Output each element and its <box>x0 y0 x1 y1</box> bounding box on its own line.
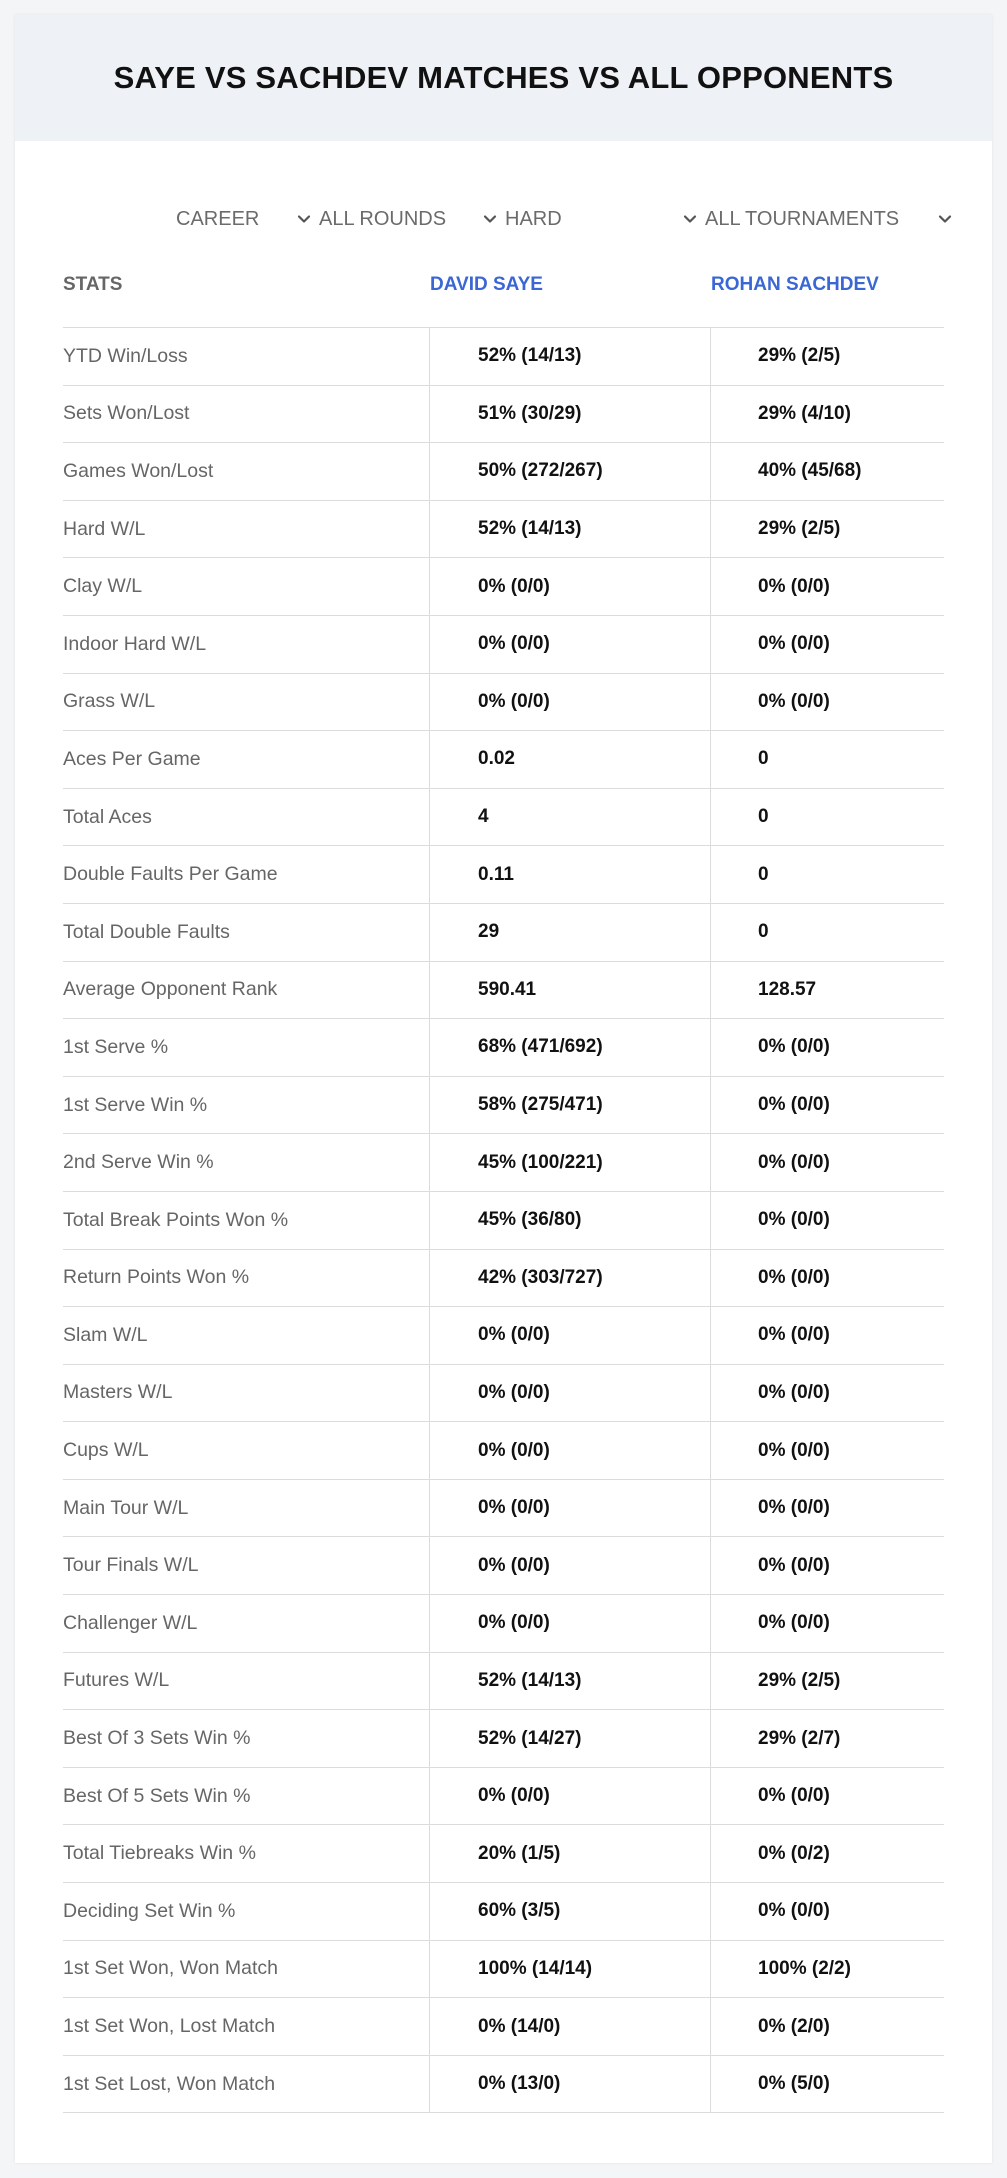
player1-name-link[interactable]: DAVID SAYE <box>430 274 543 295</box>
player1-stat-value: 20% (1/5) <box>478 1842 561 1864</box>
player1-stat-value: 590.41 <box>478 978 537 1000</box>
player1-stat-value: 52% (14/13) <box>478 345 582 367</box>
card-header <box>15 15 992 141</box>
player1-stat-value: 52% (14/27) <box>478 1727 582 1749</box>
column-divider <box>710 616 711 673</box>
stat-label: Masters W/L <box>63 1381 173 1404</box>
player2-stat-value: 0% (0/0) <box>758 1785 830 1807</box>
column-divider <box>710 1192 711 1249</box>
column-divider <box>710 1825 711 1882</box>
column-divider <box>429 962 430 1019</box>
player1-stat-value: 42% (303/727) <box>478 1266 603 1288</box>
column-divider <box>429 731 430 788</box>
stat-label: Aces Per Game <box>63 747 201 770</box>
stats-card <box>15 15 992 2163</box>
column-divider <box>429 2056 430 2113</box>
filter-bar <box>15 187 992 251</box>
column-divider <box>429 1480 430 1537</box>
player1-stat-value: 0.02 <box>478 748 515 770</box>
surface-filter-select[interactable] <box>505 187 698 251</box>
table-row <box>63 1998 944 2056</box>
table-row <box>63 1422 944 1480</box>
table-row <box>63 1653 944 1711</box>
stat-label: 1st Set Won, Won Match <box>63 1957 278 1980</box>
player1-stat-value: 45% (36/80) <box>478 1209 582 1231</box>
table-row <box>63 1883 944 1941</box>
player1-stat-value: 45% (100/221) <box>478 1151 603 1173</box>
player2-stat-value: 0% (0/2) <box>758 1842 830 1864</box>
table-row <box>63 1077 944 1135</box>
column-divider <box>429 1250 430 1307</box>
table-row <box>63 2056 944 2114</box>
column-divider <box>710 2056 711 2113</box>
player1-stat-value: 0% (0/0) <box>478 1785 550 1807</box>
table-row <box>63 1134 944 1192</box>
player2-stat-value: 29% (2/5) <box>758 1669 841 1691</box>
column-divider <box>710 1134 711 1191</box>
stat-label: Double Faults Per Game <box>63 863 278 886</box>
table-row <box>63 962 944 1020</box>
column-divider <box>710 731 711 788</box>
player2-stat-value: 0% (5/0) <box>758 2073 830 2095</box>
player1-stat-value: 51% (30/29) <box>478 402 582 424</box>
table-row <box>63 846 944 904</box>
column-divider <box>429 1422 430 1479</box>
player1-stat-value: 0% (0/0) <box>478 1324 550 1346</box>
column-divider <box>710 1941 711 1998</box>
player2-stat-value: 0% (0/0) <box>758 1612 830 1634</box>
column-divider <box>429 1192 430 1249</box>
player2-stat-value: 29% (4/10) <box>758 402 851 424</box>
column-divider <box>429 1134 430 1191</box>
stat-label: 1st Set Won, Lost Match <box>63 2015 276 2038</box>
stat-label: Futures W/L <box>63 1669 170 1692</box>
player2-stat-value: 0% (0/0) <box>758 1151 830 1173</box>
player2-stat-value: 128.57 <box>758 978 817 1000</box>
player2-stat-value: 0% (0/0) <box>758 1381 830 1403</box>
stat-label: Deciding Set Win % <box>63 1899 236 1922</box>
player2-stat-value: 0% (0/0) <box>758 690 830 712</box>
stat-label: 1st Set Lost, Won Match <box>63 2072 276 2095</box>
player2-stat-value: 40% (45/68) <box>758 460 862 482</box>
table-header <box>63 253 944 328</box>
stat-label: Indoor Hard W/L <box>63 632 207 655</box>
column-divider <box>429 386 430 443</box>
table-row <box>63 1825 944 1883</box>
column-divider <box>710 1077 711 1134</box>
player1-stat-value: 50% (272/267) <box>478 460 603 482</box>
column-divider <box>429 846 430 903</box>
stat-label: Total Aces <box>63 805 152 828</box>
player2-stat-value: 100% (2/2) <box>758 1957 851 1979</box>
stat-label: Sets Won/Lost <box>63 402 190 425</box>
player1-stat-value: 100% (14/14) <box>478 1957 593 1979</box>
tournaments-filter-label: ALL TOURNAMENTS <box>705 207 900 230</box>
column-divider <box>429 1019 430 1076</box>
player1-stat-value: 52% (14/13) <box>478 518 582 540</box>
stat-label: Hard W/L <box>63 517 146 540</box>
column-divider <box>429 1768 430 1825</box>
table-row <box>63 386 944 444</box>
table-row <box>63 1941 944 1999</box>
player1-stat-value: 0% (0/0) <box>478 1612 550 1634</box>
player1-stat-value: 0% (0/0) <box>478 690 550 712</box>
player1-stat-value: 58% (275/471) <box>478 1094 603 1116</box>
column-divider <box>710 328 711 385</box>
stat-label: 2nd Serve Win % <box>63 1151 214 1174</box>
column-divider <box>710 1998 711 2055</box>
player2-stat-value: 0% (0/0) <box>758 575 830 597</box>
column-divider <box>710 1019 711 1076</box>
player2-stat-value: 0% (0/0) <box>758 1209 830 1231</box>
column-divider <box>710 1250 711 1307</box>
player2-stat-value: 0% (0/0) <box>758 1554 830 1576</box>
column-divider <box>429 1365 430 1422</box>
player2-stat-value: 0% (0/0) <box>758 633 830 655</box>
table-row <box>63 1307 944 1365</box>
column-divider <box>429 616 430 673</box>
player1-stat-value: 0% (14/0) <box>478 2015 561 2037</box>
table-row <box>63 1192 944 1250</box>
player2-stat-value: 29% (2/5) <box>758 345 841 367</box>
player1-stat-value: 0% (0/0) <box>478 1554 550 1576</box>
column-divider <box>710 846 711 903</box>
stat-label: Total Tiebreaks Win % <box>63 1842 256 1865</box>
player1-stat-value: 29 <box>478 921 500 943</box>
player1-stat-value: 0% (0/0) <box>478 575 550 597</box>
career-filter-label: CAREER <box>176 207 260 230</box>
column-divider <box>710 1710 711 1767</box>
player2-stat-value: 0 <box>758 921 769 943</box>
table-row <box>63 1480 944 1538</box>
stat-label: Slam W/L <box>63 1323 148 1346</box>
column-divider <box>710 1480 711 1537</box>
column-divider <box>429 1595 430 1652</box>
player2-stat-value: 0 <box>758 748 769 770</box>
column-divider <box>429 1077 430 1134</box>
column-divider <box>710 1768 711 1825</box>
player1-stat-value: 4 <box>478 806 489 828</box>
column-divider <box>429 1941 430 1998</box>
table-row <box>63 1595 944 1653</box>
stat-label: 1st Serve Win % <box>63 1093 208 1116</box>
column-divider <box>429 1653 430 1710</box>
player1-stat-value: 0.11 <box>478 863 514 885</box>
tournaments-filter-select[interactable] <box>705 187 953 251</box>
column-divider <box>429 1998 430 2055</box>
column-divider <box>429 1710 430 1767</box>
stat-label: Best Of 3 Sets Win % <box>63 1727 251 1750</box>
player2-stat-value: 0% (0/0) <box>758 1036 830 1058</box>
column-divider <box>710 1537 711 1594</box>
player1-stat-value: 0% (0/0) <box>478 1439 550 1461</box>
player2-stat-value: 0% (0/0) <box>758 1324 830 1346</box>
table-row <box>63 616 944 674</box>
stat-label: Total Break Points Won % <box>63 1208 289 1231</box>
player1-stat-value: 0% (0/0) <box>478 1381 550 1403</box>
column-divider <box>429 789 430 846</box>
player2-stat-value: 0 <box>758 863 769 885</box>
player2-stat-value: 29% (2/7) <box>758 1727 841 1749</box>
stats-table <box>63 253 944 2113</box>
column-divider <box>710 789 711 846</box>
player2-name-link[interactable]: ROHAN SACHDEV <box>711 274 879 295</box>
column-divider <box>429 904 430 961</box>
column-divider <box>710 1653 711 1710</box>
table-row <box>63 328 944 386</box>
table-row <box>63 1537 944 1595</box>
player2-stat-value: 0% (2/0) <box>758 2015 830 2037</box>
column-divider <box>429 328 430 385</box>
player2-stat-value: 29% (2/5) <box>758 518 841 540</box>
column-divider <box>429 558 430 615</box>
table-row <box>63 558 944 616</box>
column-divider <box>710 962 711 1019</box>
chevron-down-icon <box>682 211 698 227</box>
player2-stat-value: 0 <box>758 806 769 828</box>
stat-label: Challenger W/L <box>63 1611 198 1634</box>
table-row <box>63 674 944 732</box>
table-row <box>63 789 944 847</box>
player1-stat-value: 0% (0/0) <box>478 633 550 655</box>
column-divider <box>710 1307 711 1364</box>
player2-stat-value: 0% (0/0) <box>758 1094 830 1116</box>
stat-label: 1st Serve % <box>63 1035 169 1058</box>
table-row <box>63 731 944 789</box>
table-body <box>63 328 944 2113</box>
table-row <box>63 1768 944 1826</box>
surface-filter-label: HARD <box>505 207 562 230</box>
column-divider <box>429 1537 430 1594</box>
player2-stat-value: 0% (0/0) <box>758 1497 830 1519</box>
stat-label: YTD Win/Loss <box>63 344 188 367</box>
player1-stat-value: 68% (471/692) <box>478 1036 603 1058</box>
column-divider <box>710 501 711 558</box>
column-divider <box>710 674 711 731</box>
page-title: SAYE VS SACHDEV MATCHES VS ALL OPPONENTS <box>113 60 894 95</box>
column-divider <box>710 1422 711 1479</box>
table-row <box>63 501 944 559</box>
column-divider <box>710 443 711 500</box>
player2-stat-value: 0% (0/0) <box>758 1266 830 1288</box>
stat-label: Grass W/L <box>63 690 156 713</box>
stat-label: Best Of 5 Sets Win % <box>63 1784 251 1807</box>
column-divider <box>710 1365 711 1422</box>
stat-label: Cups W/L <box>63 1439 149 1462</box>
player1-stat-value: 0% (13/0) <box>478 2073 561 2095</box>
stat-label: Games Won/Lost <box>63 459 214 482</box>
column-divider <box>710 558 711 615</box>
column-divider <box>429 1883 430 1940</box>
stat-label: Tour Finals W/L <box>63 1554 199 1577</box>
chevron-down-icon <box>296 211 312 227</box>
player2-stat-value: 0% (0/0) <box>758 1439 830 1461</box>
table-row <box>63 904 944 962</box>
chevron-down-icon <box>937 211 953 227</box>
column-divider <box>429 1825 430 1882</box>
player2-stat-value: 0% (0/0) <box>758 1900 830 1922</box>
chevron-down-icon <box>482 211 498 227</box>
stat-label: Clay W/L <box>63 575 143 598</box>
stat-label: Main Tour W/L <box>63 1496 189 1519</box>
table-row <box>63 1019 944 1077</box>
column-divider <box>429 674 430 731</box>
column-divider <box>710 904 711 961</box>
table-row <box>63 1365 944 1423</box>
player1-stat-value: 0% (0/0) <box>478 1497 550 1519</box>
player1-stat-value: 60% (3/5) <box>478 1900 561 1922</box>
column-divider <box>710 1883 711 1940</box>
stat-label: Total Double Faults <box>63 920 230 943</box>
rounds-filter-label: ALL ROUNDS <box>319 207 447 230</box>
stat-label: Average Opponent Rank <box>63 978 278 1001</box>
stat-label: Return Points Won % <box>63 1266 250 1289</box>
table-row <box>63 1250 944 1308</box>
column-divider <box>429 501 430 558</box>
stats-column-header: STATS <box>63 274 123 295</box>
column-divider <box>710 1595 711 1652</box>
player1-stat-value: 52% (14/13) <box>478 1669 582 1691</box>
table-row <box>63 443 944 501</box>
column-divider <box>429 443 430 500</box>
rounds-filter-select[interactable] <box>319 187 498 251</box>
table-row <box>63 1710 944 1768</box>
career-filter-select[interactable] <box>176 187 312 251</box>
column-divider <box>710 386 711 443</box>
column-divider <box>429 1307 430 1364</box>
